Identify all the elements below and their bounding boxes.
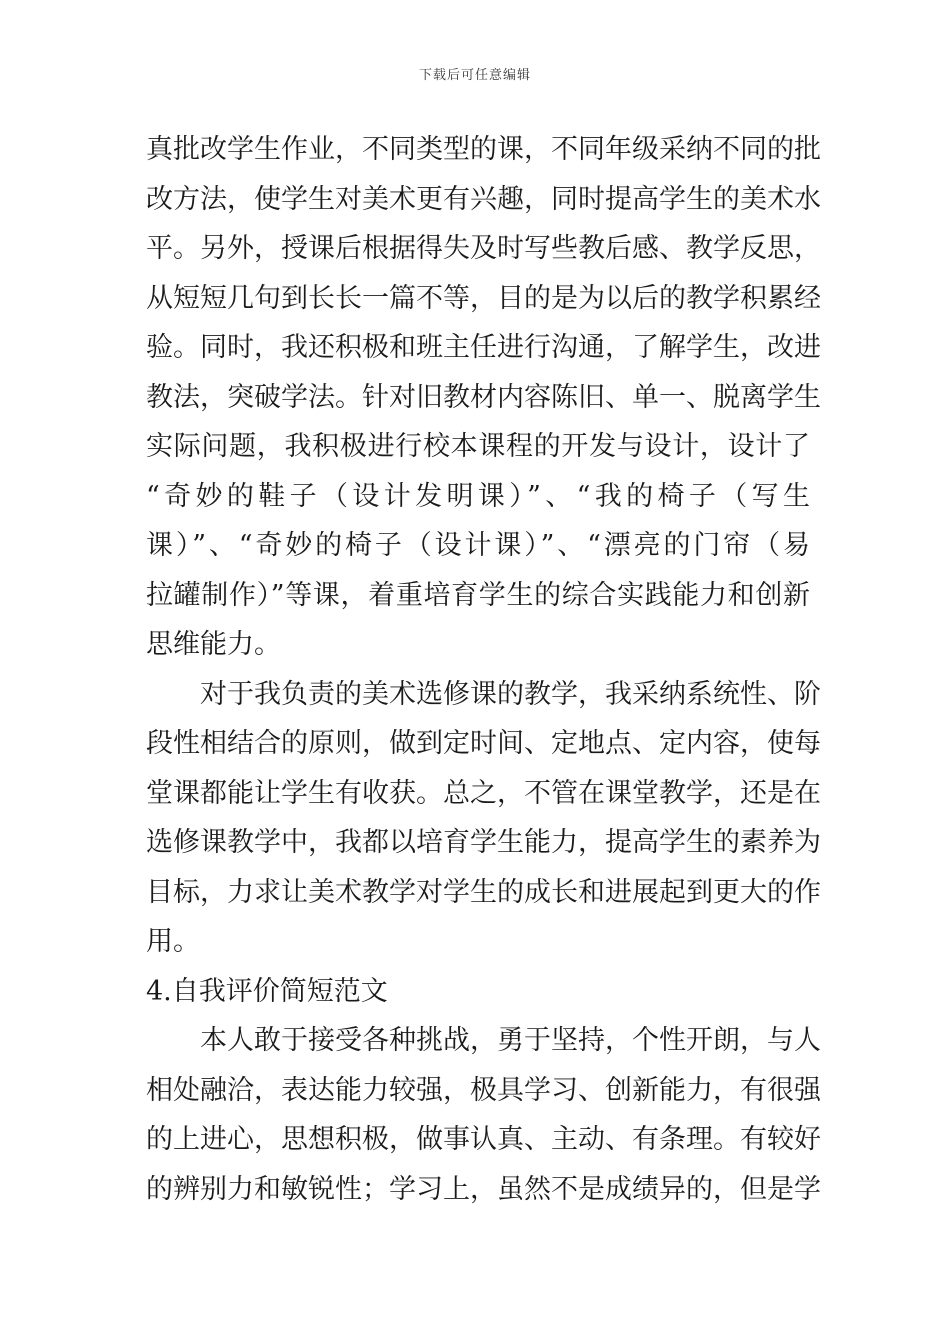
paragraph-1-line: 教法，突破学法。针对旧教材内容陈旧、单一、脱离学生: [146, 382, 821, 413]
paragraph-3-line: 本人敢于接受各种挑战，勇于坚持，个性开朗，与人: [146, 1025, 821, 1056]
page-header: 下载后可任意编辑: [418, 68, 531, 83]
paragraph-2-line: 段性相结合的原则，做到定时间、定地点、定内容，使每: [146, 728, 821, 759]
paragraph-1-line: 改方法，使学生对美术更有兴趣，同时提高学生的美术水: [146, 184, 821, 215]
paragraph-3-line: 的辨别力和敏锐性；学习上，虽然不是成绩异的，但是学: [146, 1174, 821, 1205]
paragraph-2-line: 选修课教学中，我都以培育学生能力，提高学生的素养为: [146, 827, 821, 858]
paragraph-1-line: 思维能力。: [146, 629, 281, 660]
paragraph-1-line: 平。另外，授课后根据得失及时写些教后感、教学反思，: [146, 233, 821, 264]
paragraph-3-line: 的上进心，思想积极，做事认真、主动、有条理。有较好: [146, 1124, 821, 1155]
paragraph-2-line: 对于我负责的美术选修课的教学，我采纳系统性、阶: [146, 679, 821, 710]
paragraph-2-line: 用。: [146, 926, 200, 957]
paragraph-1-line: 实际问题，我积极进行校本课程的开发与设计，设计了: [146, 431, 810, 462]
paragraph-1-line: 课）”、“奇妙的椅子（设计课）”、“漂亮的门帘（易: [146, 530, 810, 561]
paragraph-2-line: 目标，力求让美术教学对学生的成长和进展起到更大的作: [146, 877, 821, 908]
paragraph-1-line: “奇妙的鞋子（设计发明课）”、“我的椅子（写生: [146, 481, 810, 512]
paragraph-1-line: 从短短几句到长长一篇不等，目的是为以后的教学积累经: [146, 283, 821, 314]
paragraph-1-line: 真批改学生作业，不同类型的课，不同年级采纳不同的批: [146, 134, 821, 165]
section-heading: 4.自我评价简短范文: [146, 976, 388, 1007]
paragraph-2-line: 堂课都能让学生有收获。总之，不管在课堂教学，还是在: [146, 778, 821, 809]
paragraph-1-line: 验。同时，我还积极和班主任进行沟通，了解学生，改进: [146, 332, 821, 363]
paragraph-3-line: 相处融洽，表达能力较强，极具学习、创新能力，有很强: [146, 1075, 821, 1106]
paragraph-1-line: 拉罐制作）”等课，着重培育学生的综合实践能力和创新: [146, 580, 810, 611]
